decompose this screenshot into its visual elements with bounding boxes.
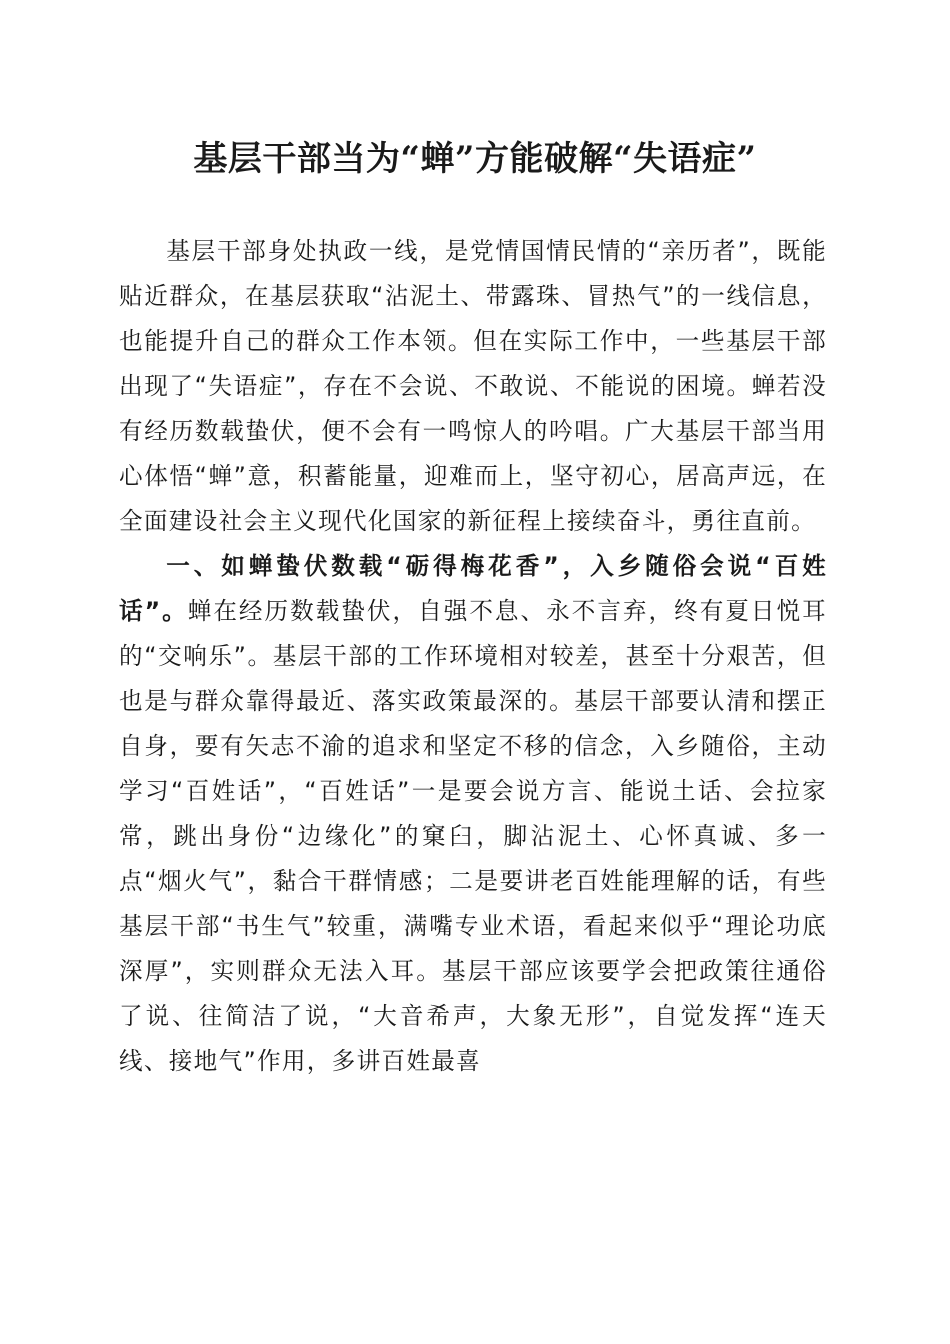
section-one-text: 蝉在经历数载蛰伏，自强不息、永不言弃，终有夏日悦耳的“交响乐”。基层干部的工作环境相对较差，甚至十分艰苦，但也是与群众靠得最近、落实政策最深的。基层干部要认清和摆正自身，要有矢志不渝的追求和坚定不移的信念，入乡随俗，主动学习“百姓话”，“百姓话”一是要会说方言、能说土话、会拉家常，跳出身份“边缘化”的窠臼，脚沾泥土、心怀真诚、多一点“烟火气”，黏合干群情感；二是要讲老百姓能理解的话，有些基层干部“书生气”较重，满嘴专业术语，看起来似乎“理论功底深厚”，实则群众无法入耳。基层干部应该要学会把政策往通俗了说、往简洁了说，“大音希声，大象无形”，自觉发挥“连天线、接地气”作用，多讲百姓最喜 — [119, 597, 828, 1075]
document-body — [119, 229, 827, 1084]
intro-paragraph — [119, 229, 827, 544]
section-one-heading: 一、如蝉蛰伏数载“砺得梅花香”，入乡随俗会说“百姓话”。 — [119, 552, 827, 625]
section-one-paragraph — [119, 544, 827, 1084]
document-title: 基层干部当为“蝉”方能破解“失语症” — [193, 139, 757, 179]
intro-paragraph-text: 基层干部身处执政一线，是党情国情民情的“亲历者”，既能贴近群众，在基层获取“沾泥土、带露珠、冒热气”的一线信息，也能提升自己的群众工作本领。但在实际工作中，一些基层干部出现了“失语症”，存在不会说、不敢说、不能说的困境。蝉若没有经历数载蛰伏，便不会有一鸣惊人的吟唱。广大基层干部当用心体悟“蝉”意，积蓄能量，迎难而上，坚守初心，居高声远，在全面建设社会主义现代化国家的新征程上接续奋斗，勇往直前。 — [119, 237, 827, 535]
